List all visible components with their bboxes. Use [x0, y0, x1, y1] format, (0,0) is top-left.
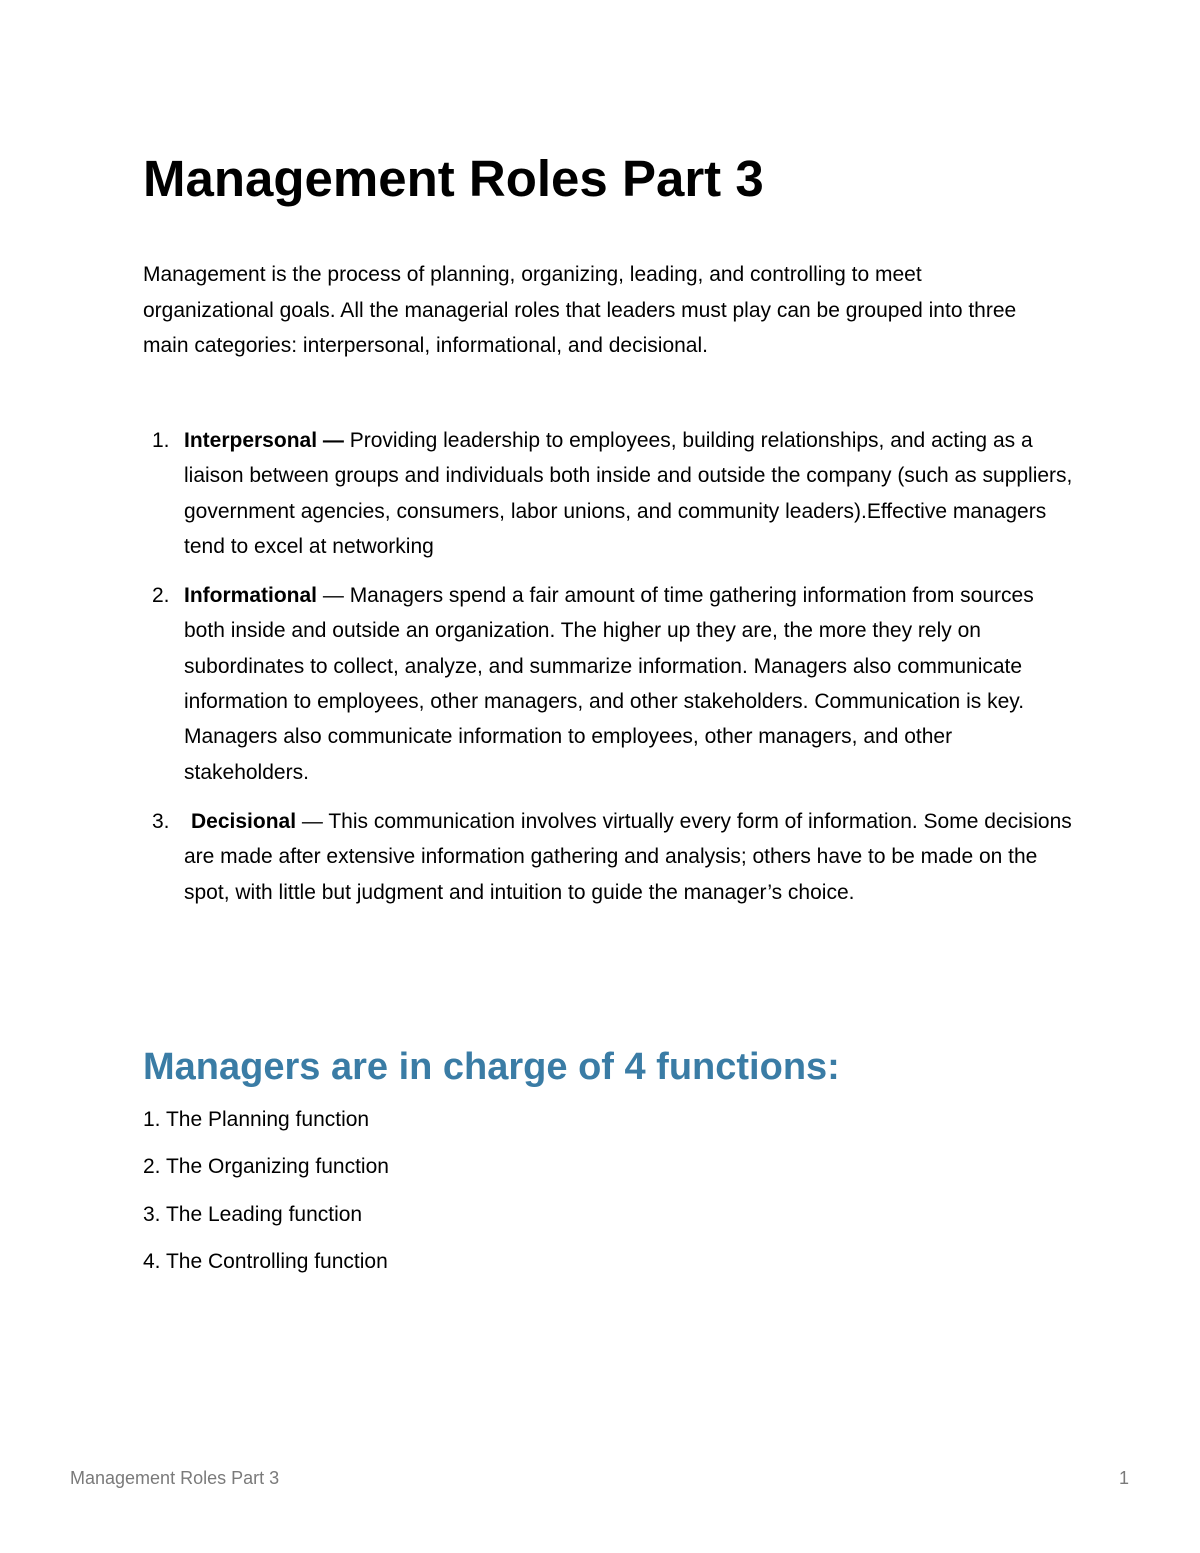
- intro-paragraph: Management is the process of planning, organizing, leading, and controlling to meet organizational goals. All the managerial roles that leaders must play can be grouped into three main categories: interpersonal, informational, and decisional.: [143, 263, 1017, 357]
- function-item: 4. The Controlling function: [143, 1249, 388, 1273]
- role-item-interpersonal: [143, 423, 1073, 564]
- role-text: Providing leadership to employees, building relationships, and acting as a liaison between groups and individuals both inside and outside the company (such as suppliers, government agencies, consumers, labor unions, and community leaders).Effective managers tend to excel at networking: [184, 429, 1073, 558]
- role-number: 2.: [152, 584, 170, 608]
- function-item: 2. The Organizing function: [143, 1155, 389, 1179]
- page-title: Management Roles Part 3: [143, 150, 764, 207]
- role-item-informational: [143, 578, 1073, 790]
- role-number: 3.: [152, 809, 170, 833]
- role-name: Informational: [184, 584, 318, 608]
- functions-heading: Managers are in charge of 4 functions:: [143, 1046, 840, 1088]
- role-text: — Managers spend a fair amount of time gathering information from sources both inside and outside an organization. The higher up they are, the more they rely on subordinates to collect, analyze, and summarize information. Managers also communicate information to employees, other managers, and other stakeholders. Communication is key. Managers also communicate information to employees, other managers, and other stakeholders.: [184, 584, 1034, 784]
- roles-list: [143, 423, 1073, 910]
- footer-title: Management Roles Part 3: [70, 1468, 280, 1488]
- role-text: — This communication involves virtually every form of information. Some decisions are made after extensive information gathering and analysis; others have to be made on the spot, with little but judgment and intuition to guide the manager’s choice.: [184, 809, 1072, 904]
- role-name: Decisional: [191, 809, 297, 833]
- role-number: 1.: [152, 429, 170, 452]
- function-item: 1. The Planning function: [143, 1108, 370, 1131]
- role-name: Interpersonal —: [184, 429, 344, 452]
- role-item-decisional: [143, 804, 1073, 910]
- functions-list: [143, 1102, 389, 1291]
- function-item: 3. The Leading function: [143, 1202, 363, 1226]
- page-number: 1: [1118, 1468, 1129, 1488]
